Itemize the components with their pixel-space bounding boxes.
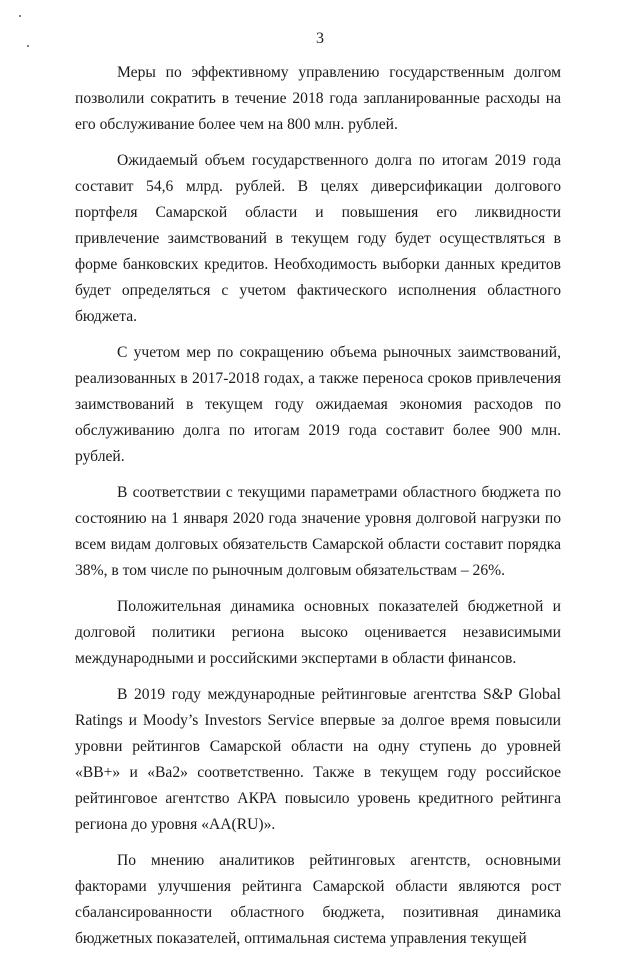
paragraph: С учетом мер по сокращению объема рыночных заимствований, реализованных в 2017-2018 годах, а также переноса сроков привлечения заимствований в текущем году ожидаемая экономия расходов по обслуживанию долга по итогам 2019 года составит более 900 млн. рублей. bbox=[75, 344, 561, 465]
paragraph: По мнению аналитиков рейтинговых агентств, основными факторами улучшения рейтинга Самарской области являются рост сбалансированности областного бюджета, позитивная динамика бюджетных показателей, оптимальная система управления текущей bbox=[75, 852, 561, 947]
page-number: 3 bbox=[316, 30, 324, 47]
paragraph: Положительная динамика основных показателей бюджетной и долговой политики региона высоко оценивается независимыми международными и российскими экспертами в области финансов. bbox=[75, 598, 561, 667]
scan-speck bbox=[19, 15, 21, 17]
paragraph: В 2019 году международные рейтинговые агентства S&P Global Ratings и Moody’s Investors Service впервые за долгое время повысили уровни рейтингов Самарской области на одну ступень до уровней «BB+» и «Ba2» соответственно. Также в текущем году российское рейтинговое агентство АКРА повысило уровень кредитного рейтинга региона до уровня «AA(RU)». bbox=[75, 686, 561, 833]
document-body bbox=[75, 60, 561, 962]
paragraph: Ожидаемый объем государственного долга по итогам 2019 года составит 54,6 млрд. рублей. В целях диверсификации долгового портфеля Самарской области и повышения его ликвидности привлечение заимствований в текущем году будет осуществляться в форме банковских кредитов. Необходимость выборки данных кредитов будет определяться с учетом фактического исполнения областного бюджета. bbox=[75, 152, 561, 325]
paragraph: В соответствии с текущими параметрами областного бюджета по состоянию на 1 января 2020 года значение уровня долговой нагрузки по всем видам долговых обязательств Самарской области составит порядка 38%, в том числе по рыночным долговым обязательствам – 26%. bbox=[75, 484, 561, 579]
paragraph: Меры по эффективному управлению государственным долгом позволили сократить в течение 2018 года запланированные расходы на его обслуживание более чем на 800 млн. рублей. bbox=[75, 64, 561, 133]
